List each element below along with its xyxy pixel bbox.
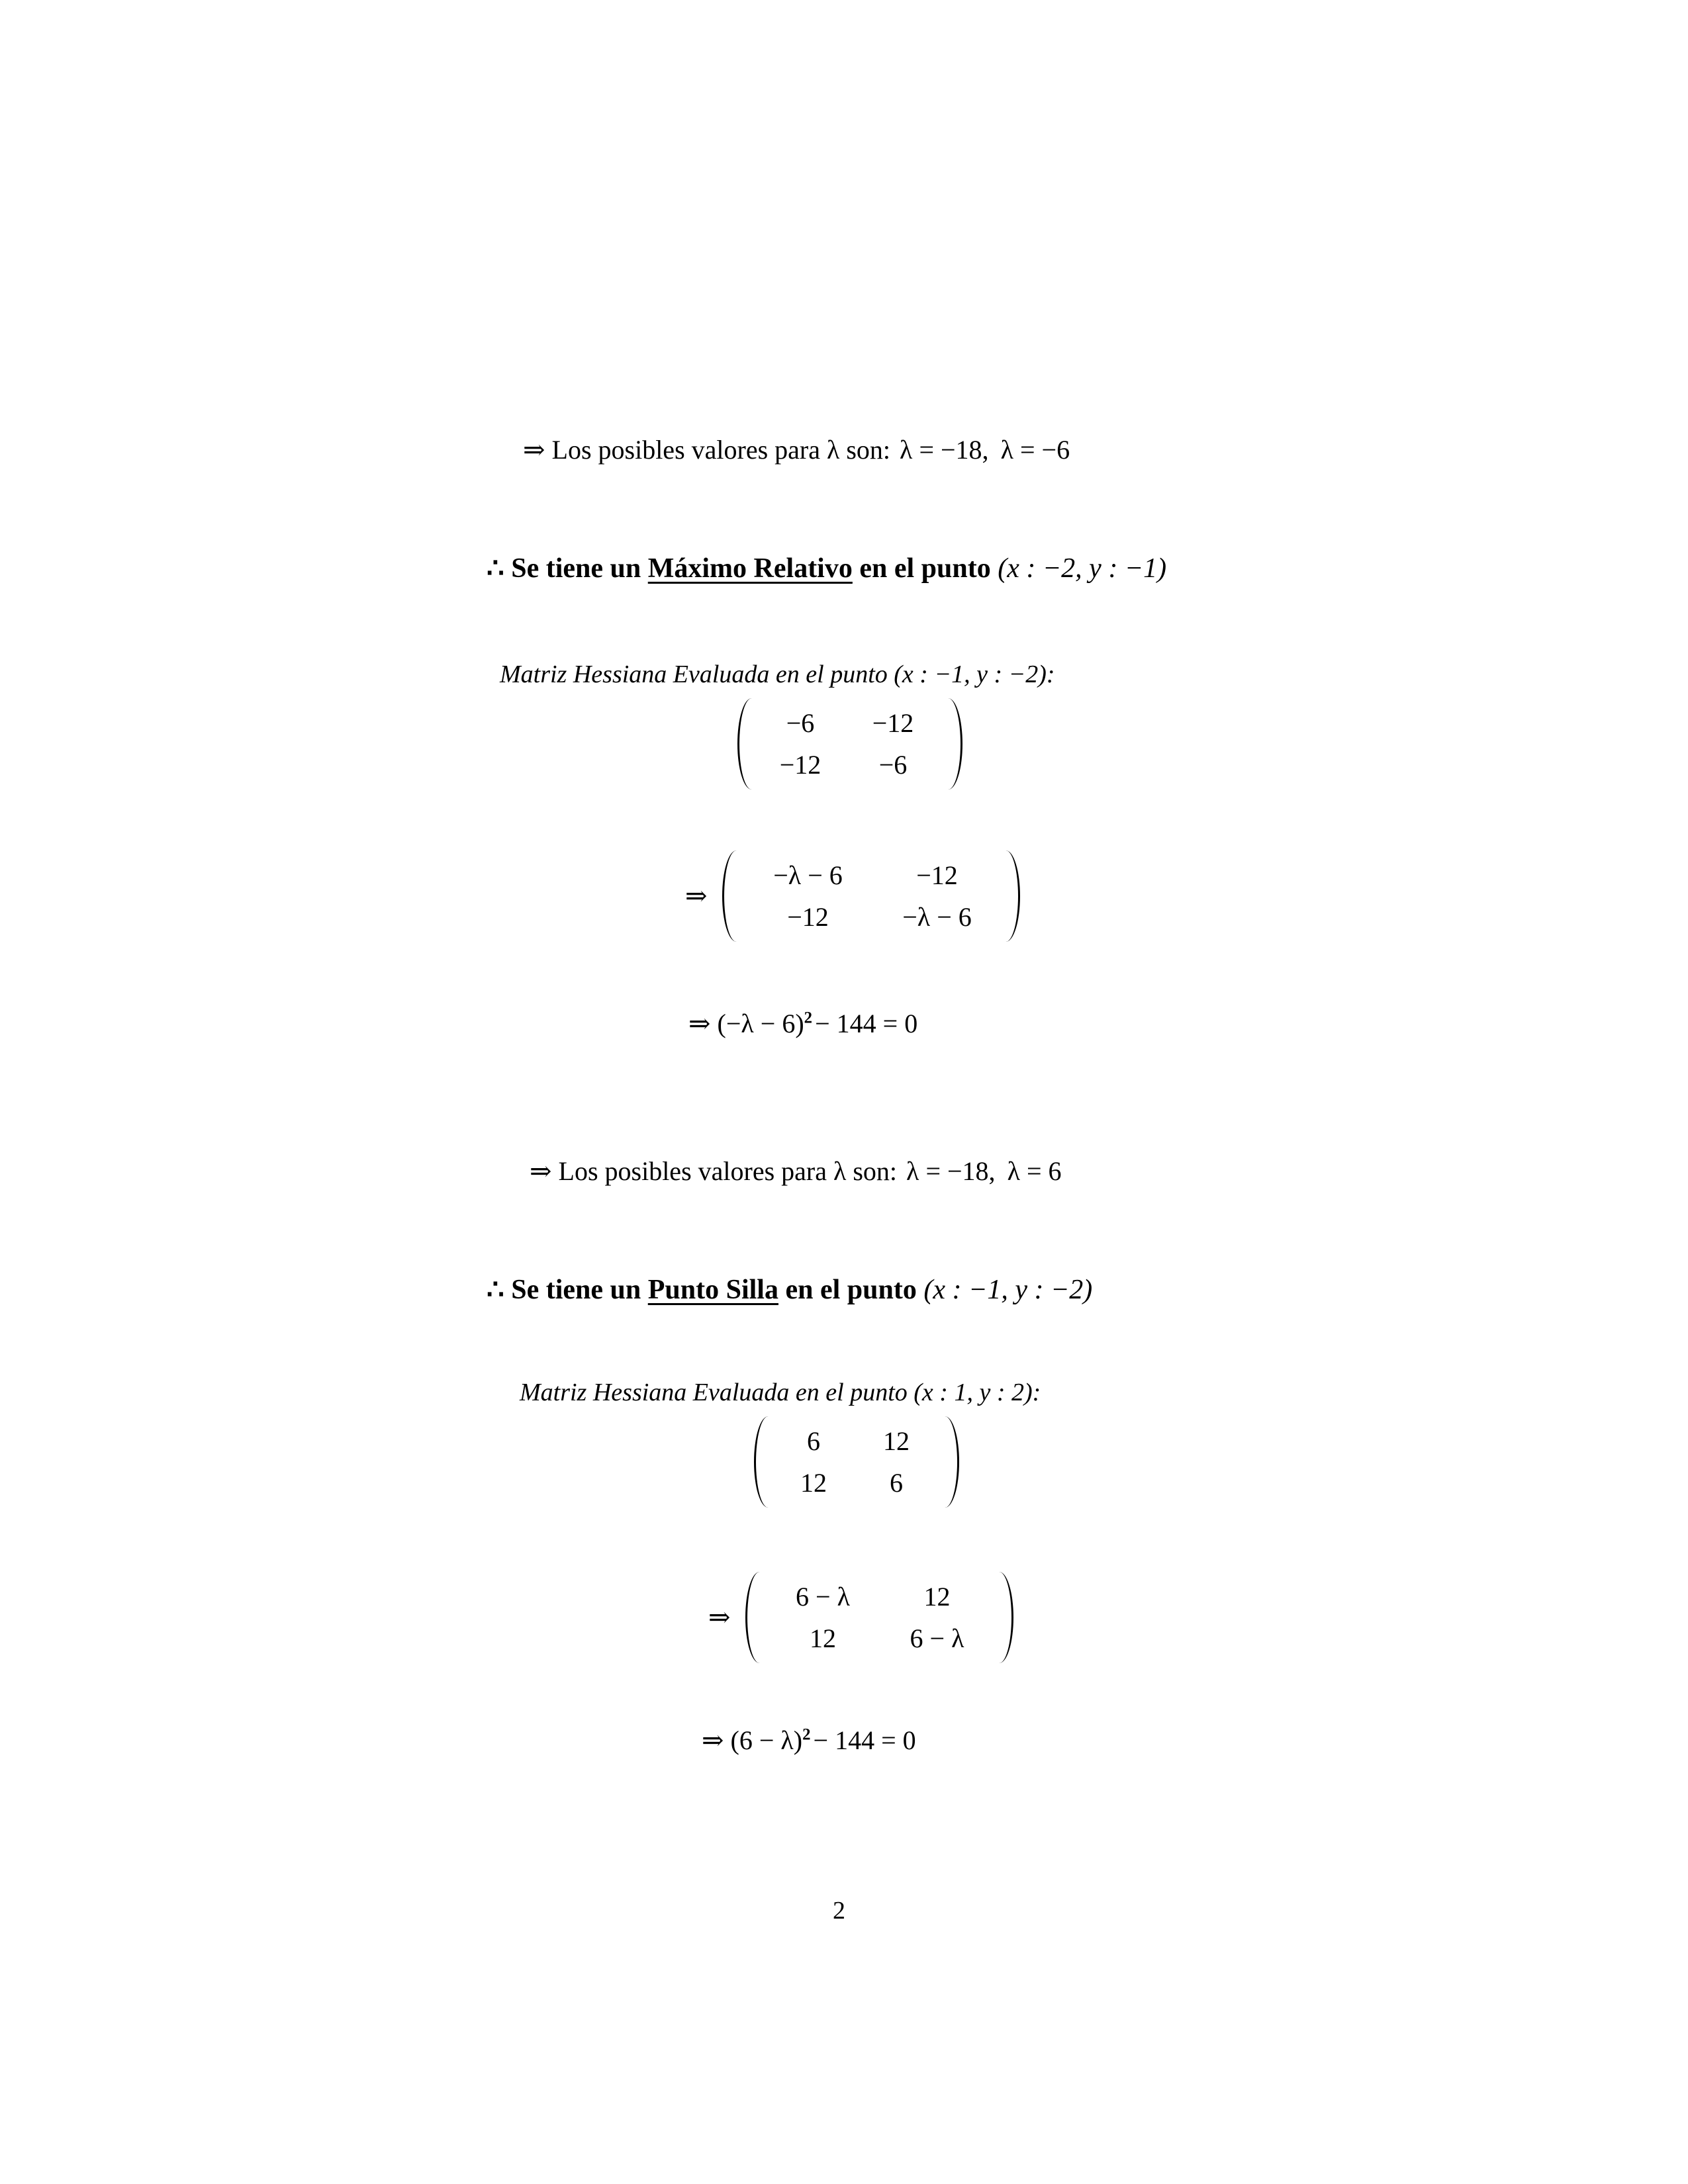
implies-icon: ⇒ [523, 435, 545, 465]
char-eq-expression-1: (−λ − 6) [717, 1009, 804, 1038]
implies-icon: ⇒ [688, 1009, 711, 1038]
matrix-grid [769, 1416, 945, 1508]
characteristic-equation-2 [702, 1727, 919, 1754]
matrix-row [772, 1623, 987, 1654]
conclusion-line-1 [487, 555, 1166, 582]
conclusion-middle-2: en el punto [785, 1275, 917, 1305]
matrix-row [780, 1467, 933, 1498]
hessian-matrix-2 [751, 1416, 962, 1508]
implies-icon: ⇒ [708, 1602, 731, 1632]
matrix-cell: 12 [810, 1623, 837, 1653]
eigenvalue-2b: λ = 6 [1007, 1156, 1062, 1186]
eigenvalues-text-2: Los posibles valores para λ son: [558, 1156, 898, 1186]
matrix-cell: −6 [878, 750, 908, 780]
eigenvalues-line-2 [530, 1158, 1064, 1185]
implies-icon: ⇒ [530, 1156, 552, 1186]
conclusion-middle-1: en el punto [859, 553, 991, 584]
matrix-cell: 6 − λ [796, 1582, 850, 1612]
matrix-grid [737, 850, 1006, 942]
matrix-cell: −12 [916, 860, 958, 890]
therefore-icon: ∴ [487, 1275, 504, 1305]
matrix-grid [752, 698, 948, 790]
char-eq-rest-1: − 144 = 0 [815, 1009, 918, 1038]
paren-right-icon [999, 1572, 1016, 1663]
eigenvalues-line-1 [523, 437, 1072, 463]
page-number: 2 [833, 1897, 845, 1925]
conclusion-line-2 [487, 1276, 1092, 1304]
eigenvalue-1b: λ = −6 [1000, 435, 1070, 465]
paren-left-icon [735, 698, 752, 790]
matrix-row [780, 1426, 933, 1457]
paren-right-icon [945, 1416, 962, 1508]
matrix-row [749, 901, 994, 933]
eigenvalue-1a: λ = −18, [900, 435, 989, 465]
characteristic-matrix-1 [685, 850, 1023, 942]
matrix-cell: −12 [787, 902, 829, 932]
paren-left-icon [751, 1416, 769, 1508]
char-eq-rest-2: − 144 = 0 [813, 1725, 916, 1755]
matrix-row [749, 860, 994, 891]
matrix-cell: −12 [872, 708, 914, 738]
char-eq-exponent-1: 2 [804, 1009, 813, 1027]
matrix-cell: 12 [800, 1468, 827, 1498]
conclusion-prefix-1: Se tiene un [511, 553, 641, 584]
char-eq-exponent-2: 2 [802, 1725, 811, 1744]
paren-left-icon [743, 1572, 760, 1663]
implies-icon: ⇒ [685, 881, 708, 911]
paren-right-icon [1006, 850, 1023, 942]
paren-right-icon [948, 698, 965, 790]
eigenvalue-2a: λ = −18, [906, 1156, 996, 1186]
hessian-label-1: Matriz Hessiana Evaluada en el punto (x : −1, y : −2): [500, 660, 1055, 688]
matrix-cell: −12 [779, 750, 821, 780]
classification-label-2: Punto Silla [647, 1275, 778, 1305]
matrix-grid [760, 1572, 999, 1663]
eigenvalues-text-1: Los posibles valores para λ son: [551, 435, 891, 465]
classification-label-1: Máximo Relativo [647, 553, 853, 584]
characteristic-equation-1 [688, 1011, 920, 1037]
matrix-cell: −6 [786, 708, 815, 738]
matrix-cell: 12 [923, 1582, 951, 1612]
hessian-matrix-1 [735, 698, 965, 790]
matrix-cell: −λ − 6 [902, 902, 972, 932]
paren-left-icon [720, 850, 737, 942]
matrix-row [772, 1581, 987, 1612]
char-eq-expression-2: (6 − λ) [730, 1725, 803, 1755]
critical-point-1: (x : −2, y : −1) [998, 553, 1167, 584]
matrix-cell: 6 [890, 1468, 903, 1498]
characteristic-matrix-2 [708, 1572, 1016, 1663]
hessian-label-2: Matriz Hessiana Evaluada en el punto (x : 1, y : 2): [520, 1379, 1041, 1406]
matrix-row [764, 707, 936, 739]
matrix-cell: 6 − λ [910, 1623, 964, 1653]
conclusion-prefix-2: Se tiene un [511, 1275, 641, 1305]
matrix-row [764, 749, 936, 780]
implies-icon: ⇒ [702, 1725, 724, 1755]
therefore-icon: ∴ [487, 553, 504, 584]
matrix-cell: −λ − 6 [773, 860, 843, 890]
matrix-cell: 6 [807, 1426, 820, 1456]
critical-point-2: (x : −1, y : −2) [923, 1275, 1093, 1305]
matrix-cell: 12 [883, 1426, 910, 1456]
